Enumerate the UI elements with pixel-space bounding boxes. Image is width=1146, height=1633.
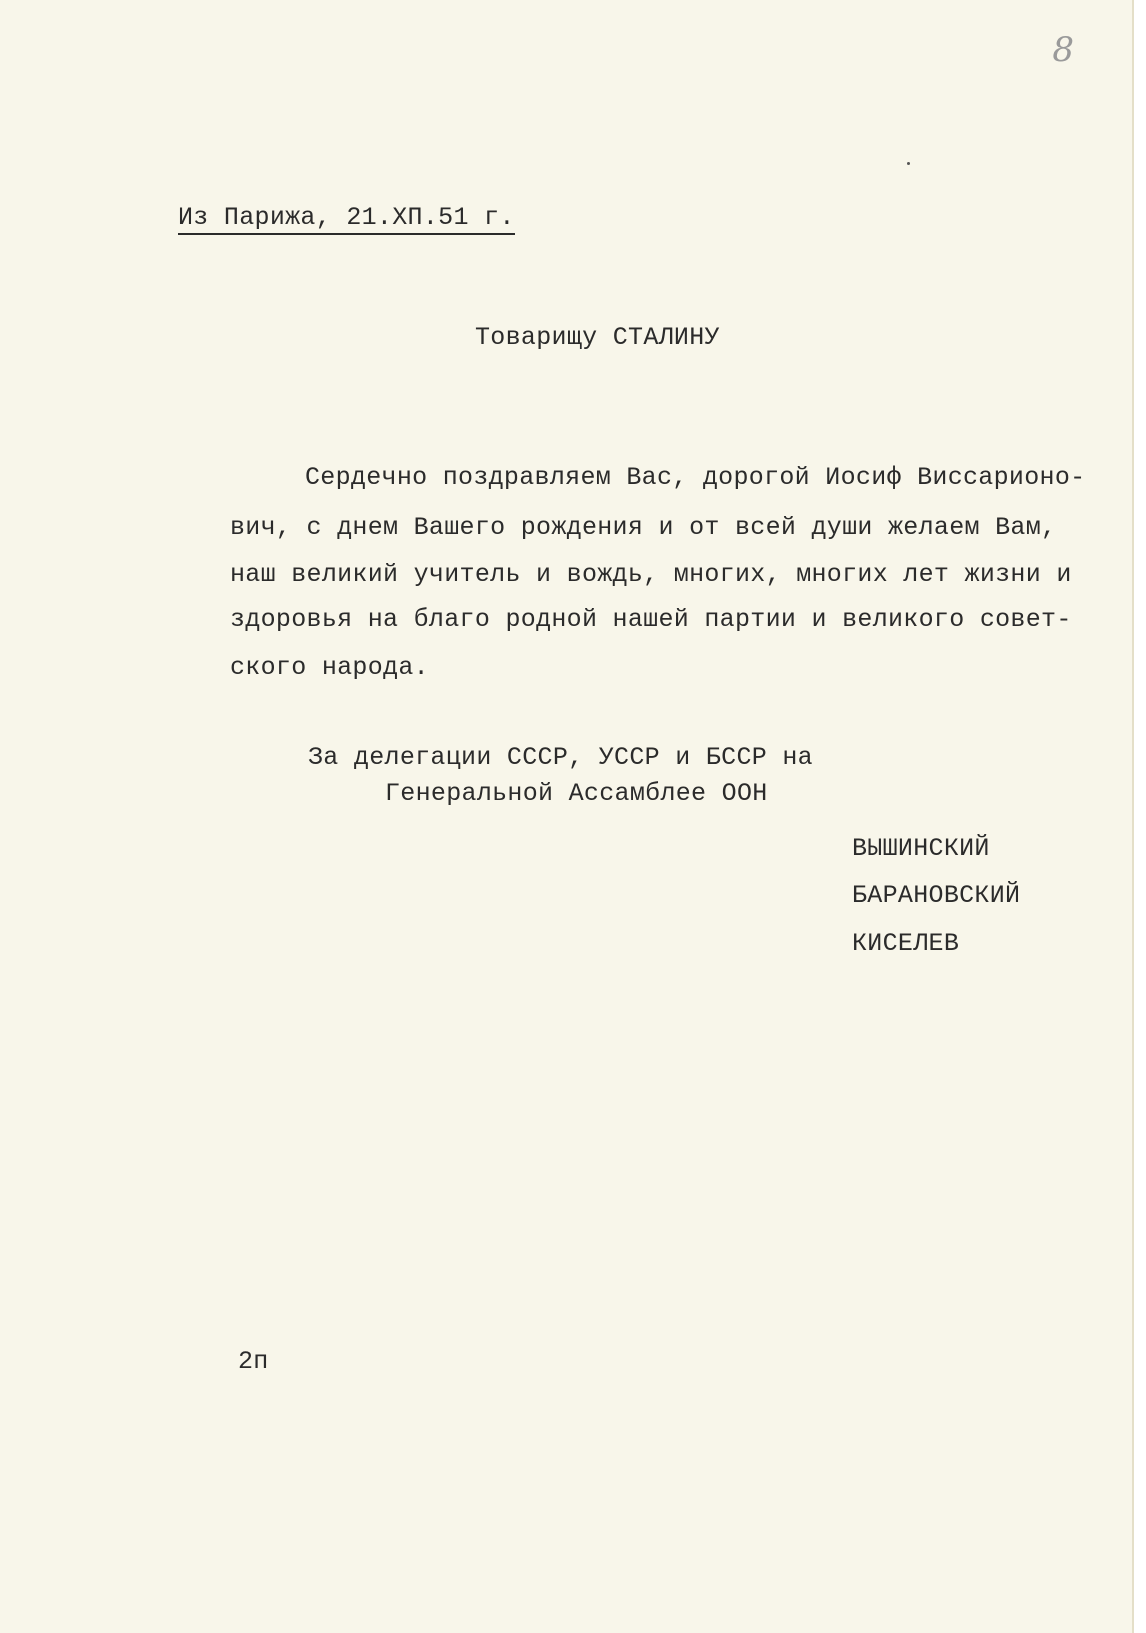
signatory-name: КИСЕЛЕВ (852, 929, 960, 958)
closing-line-1: За делегации СССР, УССР и БССР на (308, 743, 813, 772)
paper-speck (907, 162, 910, 165)
from-line: Из Парижа, 21.ХП.51 г. (178, 205, 515, 235)
body-line: вич, с днем Вашего рождения и от всей души желаем Вам, (230, 513, 1057, 542)
footer-mark: 2п (238, 1347, 269, 1376)
signatory-name: БАРАНОВСКИЙ (852, 881, 1021, 910)
body-line: ского народа. (230, 653, 429, 682)
body-line: Сердечно поздравляем Вас, дорогой Иосиф Виссарионо- (305, 463, 1086, 492)
body-line: здоровья на благо родной нашей партии и великого совет- (230, 605, 1072, 634)
addressee: Товарищу СТАЛИНУ (475, 323, 720, 352)
body-line: наш великий учитель и вождь, многих, многих лет жизни и (230, 560, 1072, 589)
page-number: 8 (1052, 30, 1074, 70)
closing-line-2: Генеральной Ассамблее ООН (385, 779, 768, 808)
signatory-name: ВЫШИНСКИЙ (852, 834, 990, 863)
